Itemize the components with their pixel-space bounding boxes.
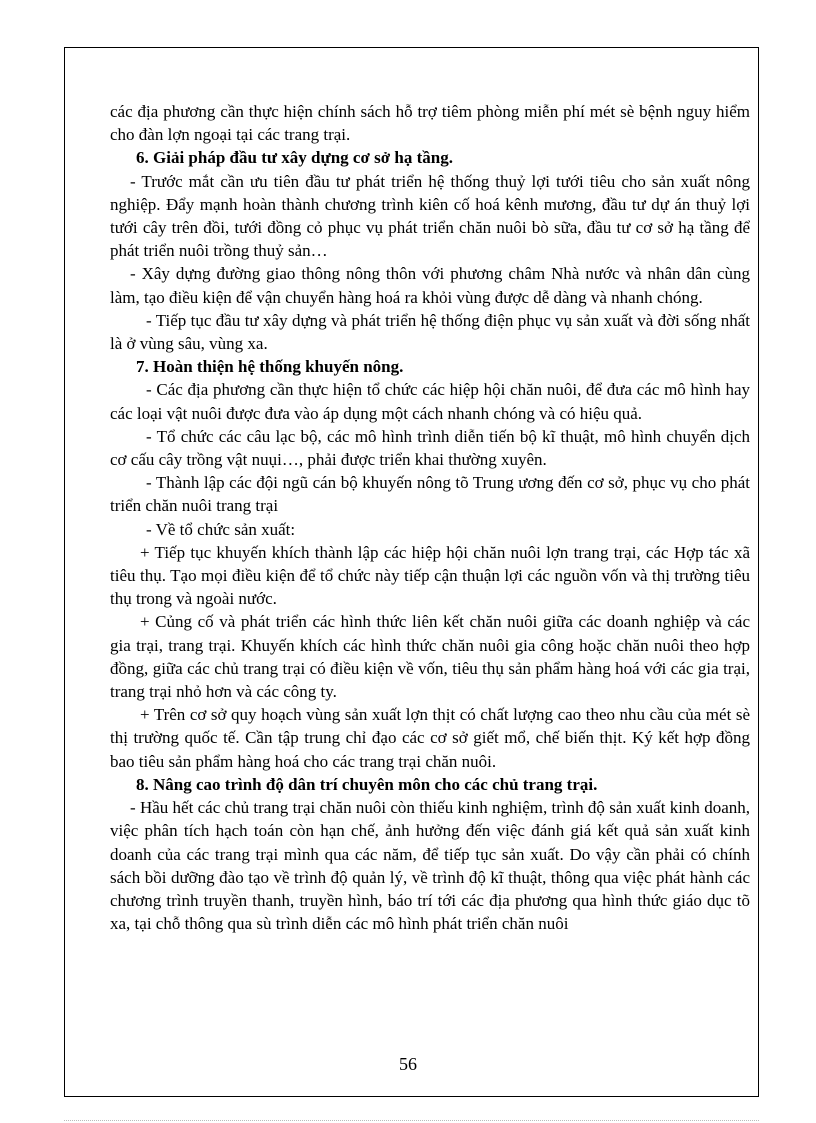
section-heading-8: 8. Nâng cao trình độ dân trí chuyên môn cho các chủ trang trại. xyxy=(136,774,598,794)
paragraph-rural-roads: - Xây dựng đường giao thông nông thôn với phương châm Nhà nước và nhân dân cùng làm, tạo điều kiện để vận chuyển hàng hoá ra khỏi vùng được dễ dàng và nhanh chóng. xyxy=(110,264,750,307)
paragraph-linkages: + Củng cố và phát triển các hình thức liên kết chăn nuôi giữa các doanh nghiệp và các gia trại, trang trại. Khuyến khích các hình thức chăn nuôi gia công hoặc chăn nuôi theo hợp đồng, giữa các chủ trang trại có điều kiện về vốn, tiêu thụ sản phẩm hàng hoá với các gia trại, trang trại nhỏ hơn và các công ty. xyxy=(110,612,750,702)
paragraph-production-organization: - Về tổ chức sản xuất: xyxy=(146,519,296,539)
paragraph-livestock-associations: - Các địa phương cần thực hiện tổ chức các hiệp hội chăn nuôi, để đưa các mô hình hay các loại vật nuôi được đưa vào áp dụng một cách nhanh chóng và có hiệu quả. xyxy=(110,380,750,423)
paragraph-irrigation: - Trước mắt cần ưu tiên đầu tư phát triển hệ thống thuỷ lợi tưới tiêu cho sản xuất nông nghiệp. Đẩy mạnh hoàn thành chương trình kiên cố hoá kênh mương, đầu tư dự án thuỷ lợi tưới cây trên đồi, tưới đồng cỏ phục vụ phát triển chăn nuôi bò sữa, đầu tư cơ sở hạ tầng để phát triển nuôi trồng thuỷ sản… xyxy=(110,171,750,261)
document-body xyxy=(110,100,750,935)
section-heading-6: 6. Giải pháp đầu tư xây dựng cơ sở hạ tầng. xyxy=(136,148,453,168)
paragraph-clubs-models: - Tổ chức các câu lạc bộ, các mô hình trình diễn tiến bộ kĩ thuật, mô hình chuyển dịch cơ cấu cây trồng vật nuụi…, phải được triển khai thường xuyên. xyxy=(110,426,750,470)
section-heading-7: 7. Hoàn thiện hệ thống khuyến nông. xyxy=(136,357,404,377)
paragraph-continuation: các địa phương cần thực hiện chính sách hỗ trợ tiêm phòng miễn phí mét sè bệnh nguy hiểm cho đàn lợn ngoại tại các trang trại. xyxy=(110,102,750,145)
bottom-divider xyxy=(64,1120,759,1121)
paragraph-training: - Hầu hết các chủ trang trại chăn nuôi còn thiếu kinh nghiệm, trình độ sản xuất kinh doanh, việc phân tích hạch toán còn hạn chế, ảnh hưởng đến việc đánh giá kết quả sản xuất kinh doanh của các trang trại mình qua các năm, để tiếp tục sản xuất. Do vậy cần phải có chính sách bồi dưỡng đào tạo về trình độ quản lý, về trình độ kĩ thuật, thông qua việc phát hành các chương trình truyền thanh, truyền hình, báo trí tới các địa phương qua hình thức giáo dục tõ xa, tại chỗ thông qua sù trình diễn các mô hình phát triển chăn nuôi xyxy=(110,798,750,934)
paragraph-electricity: - Tiếp tục đầu tư xây dựng và phát triển hệ thống điện phục vụ sản xuất và đời sống nhất là ở vùng sâu, vùng xa. xyxy=(110,310,750,354)
paragraph-cooperatives: + Tiếp tục khuyến khích thành lập các hiệp hội chăn nuôi lợn trang trại, các Hợp tác xã tiêu thụ. Tạo mọi điều kiện để tổ chức này tiếp cận thuận lợi các nguồn vốn và thị trường tiêu thụ trong và ngoài nước. xyxy=(110,542,750,609)
paragraph-planning: + Trên cơ sở quy hoạch vùng sản xuất lợn thịt có chất lượng cao theo nhu cầu của mét sè thị trường quốc tế. Cần tập trung chỉ đạo các cơ sở giết mổ, chế biến thịt. Ký kết hợp đồng bao tiêu sản phẩm hàng hoá cho các trang trại chăn nuôi. xyxy=(110,705,750,771)
page-number: 56 xyxy=(399,1054,417,1074)
paragraph-extension-staff: - Thành lập các đội ngũ cán bộ khuyến nông tõ Trung ương đến cơ sở, phục vụ cho phát triển chăn nuôi trang trại xyxy=(110,473,750,516)
